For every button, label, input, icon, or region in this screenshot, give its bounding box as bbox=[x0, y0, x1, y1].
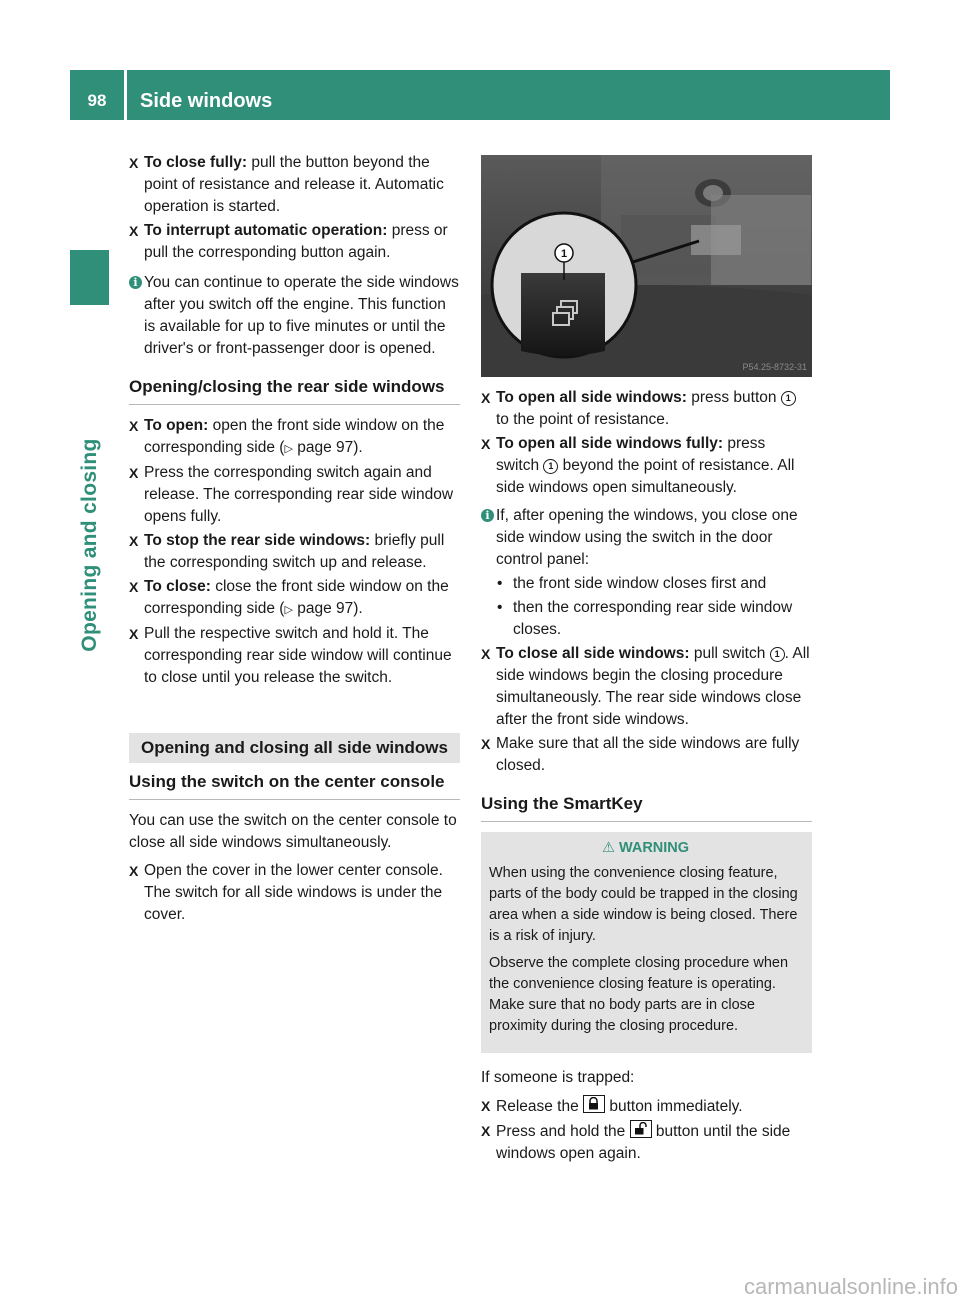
step-arrow-icon: X bbox=[481, 436, 491, 452]
bullet-text: the front side window closes first and bbox=[513, 575, 767, 592]
step-text: to the point of resistance. bbox=[496, 411, 670, 428]
page-ref-link[interactable]: page 97 bbox=[297, 439, 354, 456]
step-bold: To close all side windows: bbox=[496, 645, 690, 662]
left-column bbox=[129, 152, 460, 928]
step-text: press switch bbox=[496, 435, 766, 474]
step-arrow-icon: X bbox=[129, 533, 139, 549]
step-bold: To interrupt automatic operation: bbox=[144, 222, 388, 239]
step-text: button immediately. bbox=[605, 1098, 743, 1115]
rear-step-open bbox=[129, 415, 460, 460]
step-open-all-fully bbox=[481, 433, 812, 499]
step-bold: To close fully: bbox=[144, 154, 248, 171]
step-text-end: ). bbox=[353, 600, 363, 617]
step-text: Press and hold the bbox=[496, 1123, 630, 1140]
console-paragraph: You can use the switch on the center console to close all side windows simultaneously. bbox=[129, 812, 457, 851]
heading-center-console: Using the switch on the center console bbox=[129, 771, 460, 800]
step-make-sure bbox=[481, 733, 812, 777]
bullet-icon: • bbox=[497, 575, 503, 592]
step-close-all bbox=[481, 643, 812, 731]
rear-step-stop bbox=[129, 530, 460, 574]
bullet-text: then the corresponding rear side window closes. bbox=[513, 599, 793, 638]
warning-title-text: WARNING bbox=[618, 840, 690, 856]
step-text: button until the side windows open again. bbox=[496, 1123, 791, 1162]
step-release bbox=[481, 1095, 812, 1118]
right-column bbox=[481, 155, 812, 1167]
step-arrow-icon: X bbox=[481, 736, 491, 752]
step-text: . All side windows begin the closing procedure simultaneously. The rear side windows close after the front side windows. bbox=[496, 645, 810, 728]
rear-step-press bbox=[129, 462, 460, 528]
console-step bbox=[129, 860, 460, 926]
center-console-photo bbox=[481, 155, 812, 377]
step-open-all bbox=[481, 387, 812, 431]
page-ref-arrow-icon: ▷ bbox=[284, 604, 293, 616]
info-icon: i bbox=[481, 509, 494, 522]
warning-title bbox=[489, 838, 802, 859]
chapter-tab bbox=[70, 250, 109, 305]
chapter-label-text: Opening and closing bbox=[78, 438, 101, 652]
heading-smartkey: Using the SmartKey bbox=[481, 793, 812, 822]
step-bold: To open: bbox=[144, 417, 209, 434]
step-arrow-icon: X bbox=[481, 646, 491, 662]
switch-button-closeup bbox=[521, 273, 605, 356]
step-press-hold bbox=[481, 1120, 812, 1165]
step-text: open the front side window on the corresponding side ( bbox=[144, 417, 445, 456]
step-text: beyond the point of resistance. All side windows open simultaneously. bbox=[496, 457, 795, 496]
step-arrow-icon: X bbox=[129, 626, 139, 642]
step-text: Pull the respective switch and hold it. The corresponding rear side window will continue to close until you release the switch. bbox=[144, 625, 452, 686]
step-arrow-icon: X bbox=[129, 465, 139, 481]
step-text: close the front side window on the corresponding side ( bbox=[144, 578, 449, 617]
warning-paragraph-2: Observe the complete closing procedure when the convenience closing feature is operating. Make sure that no body parts are in close proximity during the closing procedure. bbox=[489, 955, 789, 1034]
step-arrow-icon: X bbox=[129, 223, 139, 239]
page-ref-arrow-icon: ▷ bbox=[284, 443, 293, 455]
console-illustration bbox=[481, 155, 812, 377]
step-arrow-icon: X bbox=[129, 863, 139, 879]
step-arrow-icon: X bbox=[129, 155, 139, 171]
photo-callout-number: 1 bbox=[560, 248, 568, 260]
photo-code: P54.25-8732-31 bbox=[742, 362, 807, 372]
step-text: Press the corresponding switch again and release. The corresponding rear side window opens fully. bbox=[144, 464, 454, 525]
page-number: 98 bbox=[87, 91, 107, 110]
bullet-icon: • bbox=[497, 599, 503, 616]
lock-icon bbox=[583, 1095, 605, 1113]
header-divider bbox=[124, 70, 127, 120]
step-text: Make sure that all the side windows are fully closed. bbox=[496, 735, 800, 774]
heading-rear-windows: Opening/closing the rear side windows bbox=[129, 376, 460, 405]
watermark: carmanualsonline.info bbox=[743, 1274, 958, 1299]
step-text: briefly pull the corresponding switch up and release. bbox=[144, 532, 445, 571]
step-bold: To open all side windows: bbox=[496, 389, 687, 406]
info-text: You can continue to operate the side windows after you switch off the engine. This function is available for up to five minutes or until the driver's or front-passenger door is opened. bbox=[144, 274, 459, 357]
step-interrupt bbox=[129, 220, 460, 264]
warning-triangle-icon: ⚠ bbox=[601, 840, 615, 856]
step-text: pull the button beyond the point of resistance and release it. Automatic operation is started. bbox=[144, 154, 444, 215]
callout-number-icon: 1 bbox=[781, 391, 796, 406]
step-text: Release the bbox=[496, 1098, 584, 1115]
info-note-door-panel bbox=[481, 505, 812, 571]
callout-number-icon: 1 bbox=[543, 459, 558, 474]
step-bold: To stop the rear side windows: bbox=[144, 532, 371, 549]
trapped-intro: If someone is trapped: bbox=[481, 1069, 635, 1086]
warning-box bbox=[481, 832, 812, 1053]
step-bold: To open all side windows fully: bbox=[496, 435, 724, 452]
step-arrow-icon: X bbox=[481, 1123, 491, 1139]
bullet-item bbox=[481, 597, 812, 641]
step-arrow-icon: X bbox=[481, 390, 491, 406]
step-arrow-icon: X bbox=[129, 418, 139, 434]
rear-step-close bbox=[129, 576, 460, 621]
info-icon: i bbox=[129, 276, 142, 289]
warning-paragraph-1: When using the convenience closing feature, parts of the body could be trapped in the closing area when a side window is being closed. There is a risk of injury. bbox=[489, 865, 798, 944]
info-note-engine-off bbox=[129, 272, 460, 360]
step-text: press button bbox=[686, 389, 781, 406]
step-bold: To close: bbox=[144, 578, 211, 595]
step-text: pull switch bbox=[689, 645, 770, 662]
page-ref-link[interactable]: page 97 bbox=[297, 600, 354, 617]
step-text-end: ). bbox=[353, 439, 363, 456]
bullet-item bbox=[481, 573, 812, 595]
step-close-fully bbox=[129, 152, 460, 218]
page-title: Side windows bbox=[140, 90, 273, 112]
unlock-icon bbox=[630, 1120, 652, 1138]
step-arrow-icon: X bbox=[481, 1098, 491, 1114]
rear-step-hold bbox=[129, 623, 460, 689]
step-arrow-icon: X bbox=[129, 579, 139, 595]
info-text: If, after opening the windows, you close one side window using the switch in the door control panel: bbox=[496, 507, 798, 568]
callout-number-icon: 1 bbox=[770, 647, 785, 662]
step-text: Open the cover in the lower center console. The switch for all side windows is under the cover. bbox=[144, 862, 443, 923]
step-text: press or pull the corresponding button again. bbox=[144, 222, 448, 261]
topic-heading: Opening and closing all side windows bbox=[129, 733, 460, 763]
